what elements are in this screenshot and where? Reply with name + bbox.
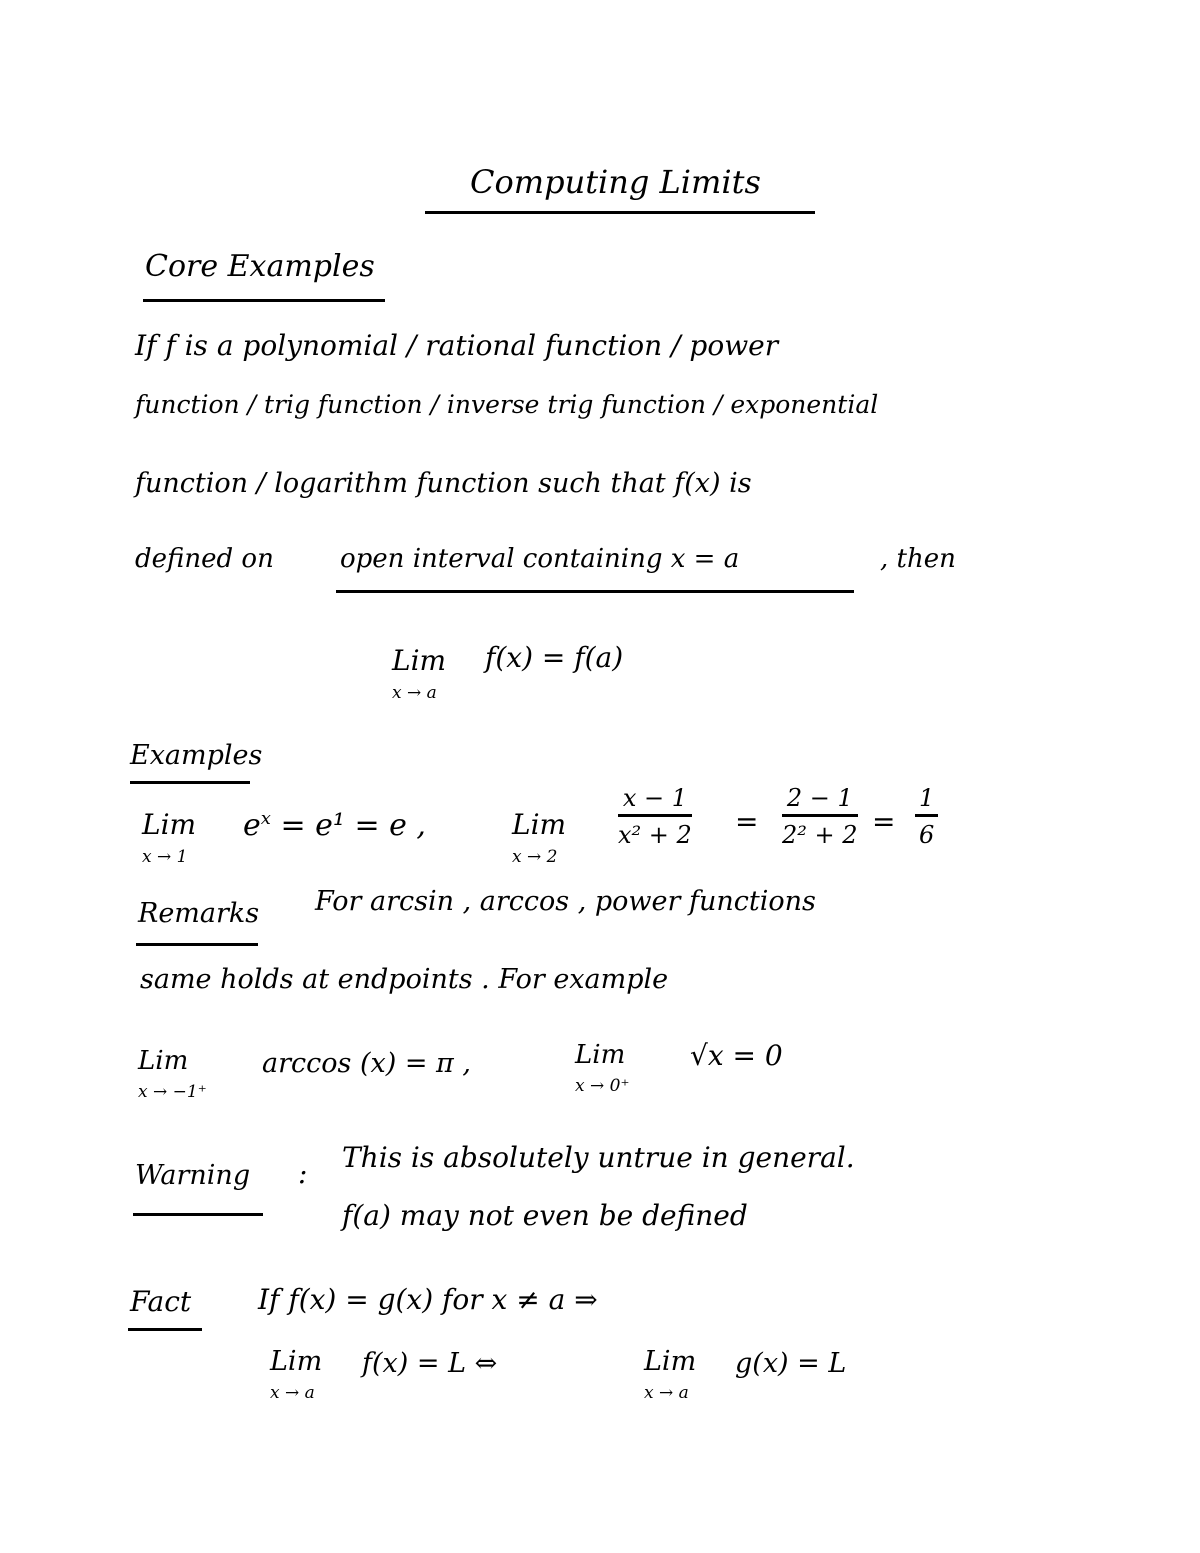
remarks-underline	[136, 943, 258, 946]
core-examples-heading: Core Examples	[145, 249, 375, 284]
warning-heading: Warning	[135, 1160, 251, 1191]
core-line-1: If f is a polynomial / rational function / power	[135, 329, 779, 362]
page-title: Computing Limits	[470, 163, 761, 201]
core-line-4-underlined: open interval containing x = a	[340, 544, 740, 574]
examples-heading: Examples	[130, 740, 263, 771]
example-fraction-3: $\frac{1}{6}$	[915, 784, 938, 849]
remarks-limit-2	[575, 1040, 629, 1096]
warning-underline	[133, 1213, 263, 1216]
core-limit-formula: f(x) = f(a)	[485, 641, 624, 674]
limit-label: Lim	[644, 1346, 697, 1377]
example-fraction-2: $\frac{2 - 1}{\text{2² + 2}}$	[782, 784, 858, 849]
core-line-4-pre: defined on	[135, 544, 274, 574]
warning-line-2: f(a) may not even be defined	[342, 1199, 748, 1232]
remarks-expression-1: arccos (x) = π ,	[262, 1048, 471, 1079]
limit-subscript: x → a	[392, 683, 437, 703]
limit-subscript: x → a	[270, 1383, 315, 1403]
core-limit-operator	[392, 644, 446, 703]
example-equals-1: =	[735, 805, 759, 838]
fact-limit-1	[270, 1346, 322, 1403]
core-line-4-post: , then	[880, 544, 956, 574]
limit-label: Lim	[575, 1040, 626, 1070]
limit-subscript: x → a	[644, 1383, 689, 1403]
fact-limit-2	[644, 1346, 696, 1403]
example-fraction-1: $\frac{x - 1}{\text{x² + 2}}$	[618, 784, 692, 849]
remarks-line-2: same holds at endpoints . For example	[140, 964, 669, 995]
limit-subscript: x → 2	[512, 847, 558, 867]
example-limit-1	[142, 808, 196, 867]
fact-line-1: If f(x) = g(x) for x ≠ a ⇒	[258, 1283, 598, 1316]
example-limit-2	[512, 808, 566, 867]
core-line-2: function / trig function / inverse trig function / exponential	[135, 390, 879, 419]
limit-subscript: x → 0⁺	[575, 1076, 630, 1096]
remarks-heading: Remarks	[138, 898, 260, 929]
remarks-limit-1	[138, 1046, 207, 1102]
example-equals-2: =	[872, 805, 896, 838]
core-line-3: function / logarithm function such that f(x) is	[135, 468, 752, 499]
fact-heading: Fact	[130, 1285, 192, 1318]
limit-label: Lim	[142, 808, 197, 841]
examples-underline	[130, 781, 250, 784]
title-underline	[425, 211, 815, 214]
fact-underline	[128, 1328, 202, 1331]
limit-subscript: x → −1⁺	[138, 1082, 207, 1102]
remarks-line-1: For arcsin , arccos , power functions	[315, 886, 816, 917]
open-interval-underline	[336, 590, 854, 593]
limit-label: Lim	[270, 1346, 323, 1377]
limit-label: Lim	[392, 644, 447, 677]
example-expression-1: $e^x = e^1 = e$ ,	[243, 808, 426, 843]
fact-expression-2: g(x) = L	[735, 1348, 847, 1379]
remarks-expression-2: √x = 0	[690, 1039, 783, 1072]
limit-label: Lim	[512, 808, 567, 841]
limit-label: Lim	[138, 1046, 189, 1076]
fact-expression-1: f(x) = L ⇔	[362, 1348, 498, 1379]
warning-line-1: This is absolutely untrue in general.	[342, 1141, 855, 1174]
core-examples-underline	[143, 299, 385, 302]
warning-colon: :	[298, 1157, 308, 1190]
limit-subscript: x → 1	[142, 847, 188, 867]
